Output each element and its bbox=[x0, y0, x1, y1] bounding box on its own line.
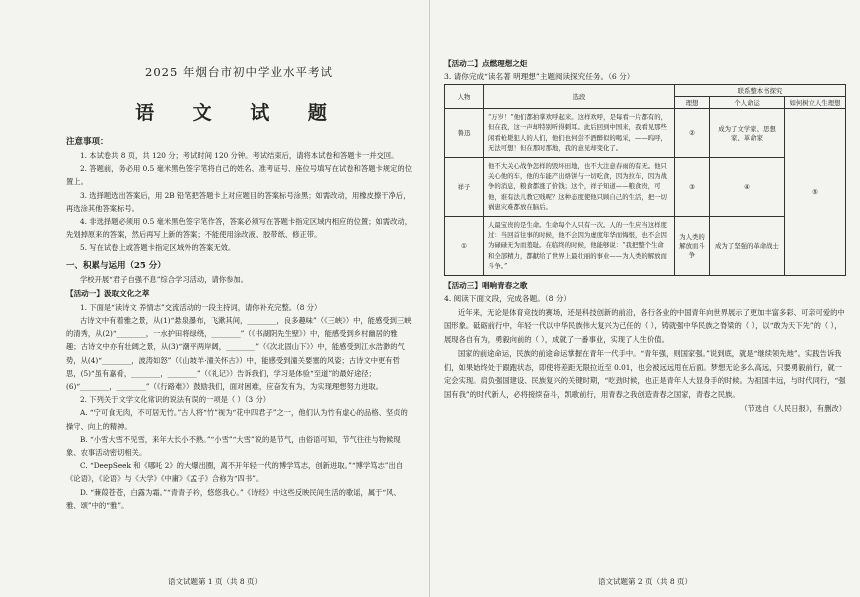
notice-item: 5. 写在试卷上或答题卡指定区域外的答案无效。 bbox=[80, 243, 236, 253]
notice-heading: 注意事项： bbox=[66, 137, 109, 147]
passage-source: （节选自《人民日报》，有删改） bbox=[740, 403, 846, 413]
table-header-fate: 个人命运 bbox=[710, 97, 785, 109]
row-fate: 成为了坚强的革命战士 bbox=[710, 216, 785, 275]
table-header-person: 人物 bbox=[445, 85, 484, 109]
question-4-stem: 4. 阅读下面文段，完成各题。（8 分） bbox=[444, 293, 572, 303]
passage-paragraph: 国家的前途命运，民族的前途命运掌握在青年一代手中。“青年强，则国家强。”说到底，就是“继续领先地”。实践告诉我们，如果始终处于跟跑状态，即使将差距无限拉近至 0.01，也会被远远甩在后面。梦想无论多么高远，只要勇毅前行，就一定会实现。肩负强国建设、民族复兴的关键时期，“吃劲时候，也正是青年人大显身手的时候。为祖国丰远，与时代同行，“强国有我”的时代新人，必将接续奋斗，凯歌前行，用青春之我创造青春之国家，青春之民族。 bbox=[444, 348, 846, 399]
row-person-blank: ① bbox=[445, 216, 484, 275]
table-header-excerpt: 选段 bbox=[484, 85, 675, 109]
page-footer: 语文试题第 1 页（共 8 页） bbox=[167, 577, 263, 586]
question-1-body: 古诗文中有着雅之景，从(1)“悬泉瀑布，飞漱其间，________，良多趣味”（《三峡》）中，能感受到三峡的清秀，从(2)“________，一水护田将绿绕，________”（《书湖阴先生壁》）中，能感受到乡村幽居的雅趣；古诗文中亦有壮阔之景，从(3)“潮平两岸阔，________”（《次北固山下》）中，能感受到江水浩渺的气势，从(4)“________，波涛如怒”（《山坡羊·潼关怀古》）中，能感受到潼关要塞的风姿；古诗文中更有哲思，(5)“虽有嘉肴，________，________”（《礼记》）告诉我们，学习是体验“至道”的最好途径；(6)“________，________”（《行路难》）鼓励我们，面对困难，应奋发有为，为实现理想努力进取。 bbox=[66, 316, 412, 392]
reading-task-table bbox=[444, 84, 846, 276]
question-3-stem: 3. 请你完成“读名著 明理想”主题阅读探究任务。（6 分） bbox=[444, 72, 635, 81]
row-excerpt: “万岁！”他们都拍掌欢呼起来。这样欢呼，是每看一片都有的，但在我，这一声却特别听得刺耳。此后回到中国来，我看见那些闲看枪毙犯人的人们，他们也何尝不酒醉似的喝采，——呜呼，无法可想！但在那时那地，我的意见却变化了。 bbox=[484, 109, 675, 158]
row-fate: 成为了文学家、思想家、革命家 bbox=[710, 109, 785, 158]
question-2-option-d: D. “蒹葭苍苍，白露为霜。”“青青子衿，悠悠我心。”《诗经》中这些反映民间生活的歌谣，属于“风、雅、颂”中的“雅”。 bbox=[66, 487, 401, 510]
notice-item: 1. 本试卷共 8 页，共 120 分；考试时间 120 分钟。考试结束后，请将本试卷和答题卡一并交回。 bbox=[80, 151, 399, 160]
row-excerpt: 他不大关心战争怎样的毁坏田地，也不大注意春雨的有无。他只关心他的车，他的车能产出烙饼与一切吃食，因为拉车，因为战争的消息，粮食都涨了价钱；这个，祥子知道——粮食贵，可他，谁有法儿教它贱呢？这种态度使他只顾自己的生活，把一切祸患灾难都放在脑后。 bbox=[484, 157, 675, 216]
notice-item: 4. 非选择题必须用 0.5 毫米黑色签字笔作答，答案必须写在答题卡指定区域内相应的位置；如需改动，先划掉原来的答案，然后再写上新的答案；不能使用涂改液、胶带纸、修正带。 bbox=[66, 217, 412, 240]
notice-item: 2. 答题前，务必用 0.5 毫米黑色签字笔将自己的姓名、准考证号、座位号填写在试卷和答题卡规定的位置上。 bbox=[66, 164, 412, 187]
row-person: 祥子 bbox=[445, 157, 484, 216]
question-2-option-a: A. “宁可食无肉，不可居无竹。”古人将“竹”视为“花中四君子”之一，他们认为竹有虚心的品格、坚贞的操守、向上的精神。 bbox=[66, 408, 408, 431]
table-header-group: 联系整本书探究 bbox=[675, 85, 846, 97]
activity-1-heading: 【活动一】汲取文化之萃 bbox=[66, 288, 150, 298]
row-fate-blank: ④ bbox=[710, 157, 785, 216]
passage-paragraph: 近年来，无论是体育竞技的赛场，还是科技创新的前沿，各行各业的中国青年向世界展示了更加丰富多彩、可亲可爱的中国形象。砥砺前行中，年轻一代以中华民族伟大复兴为己任的（ ），铸就强中华民族之脊梁的（ ），以“敢为天下先”的（ ），展现各自有为，勇毅向前的（ ），成就了一番事业，实现了人生价值。 bbox=[444, 307, 845, 345]
row-ideal-blank: ③ bbox=[675, 157, 710, 216]
row-excerpt: 人最宝贵的是生命。生命每个人只有一次。人的一生应当这样度过：当回首往事的时候，他不会因为虚度年华而悔恨，也不会因为碌碌无为而羞耻。在临终的时候，他能够说：“我把整个生命和全部精力，都献给了世界上最壮丽的事业——为人类的解放而斗争。” bbox=[484, 216, 675, 275]
row-ideal: 为人类的解放而斗争 bbox=[675, 216, 710, 275]
activity-intro: 学校开展“君子自强不息”综合学习活动，请你参加。 bbox=[80, 274, 248, 284]
subject-title: 语 文 试 题 bbox=[135, 102, 343, 124]
notice-item: 3. 选择题选出答案后，用 2B 铅笔把答题卡上对应题目的答案标号涂黑；如需改动，用橡皮擦干净后，再选涂其他答案标号。 bbox=[66, 190, 411, 213]
question-2-stem: 2. 下列关于文学文化常识的说法有误的一项是（ ）（3 分） bbox=[80, 395, 271, 405]
table-header-ideal: 理想 bbox=[675, 97, 710, 109]
question-2-option-b: B. “小雪大雪不见雪，来年大长小不熟。”“小雪”“大雪”说的是节气，由俗语可知，节气往往与物候现象、农事活动密切相关。 bbox=[66, 434, 401, 458]
table-header-how: 如何树立人生理想 bbox=[785, 97, 846, 109]
activity-2-heading: 【活动二】点燃理想之炬 bbox=[444, 59, 528, 68]
table-row bbox=[445, 109, 846, 158]
how-blank: ⑤ bbox=[785, 109, 846, 276]
page-2 bbox=[430, 0, 860, 597]
section-heading: 一、积累与运用（25 分） bbox=[66, 260, 166, 271]
page-footer: 语文试题第 2 页（共 8 页） bbox=[597, 577, 693, 586]
row-ideal-blank: ② bbox=[675, 109, 710, 158]
exam-title: 2025 年烟台市初中学业水平考试 bbox=[145, 65, 333, 79]
question-1-stem: 1. 下面是“读诗文 养情志”交流活动的一段主持词，请你补充完整。（8 分） bbox=[80, 302, 322, 312]
row-person: 鲁迅 bbox=[445, 109, 484, 158]
question-2-option-c: C. “DeepSeek 和《哪吒 2》的大爆出圈，离不开年轻一代的博学笃志，创新进取。”“博学笃志”出自《论语》，《论语》与《大学》《中庸》《孟子》合称为“四书”。 bbox=[66, 461, 404, 484]
activity-3-heading: 【活动三】唱响青春之歌 bbox=[444, 280, 528, 290]
